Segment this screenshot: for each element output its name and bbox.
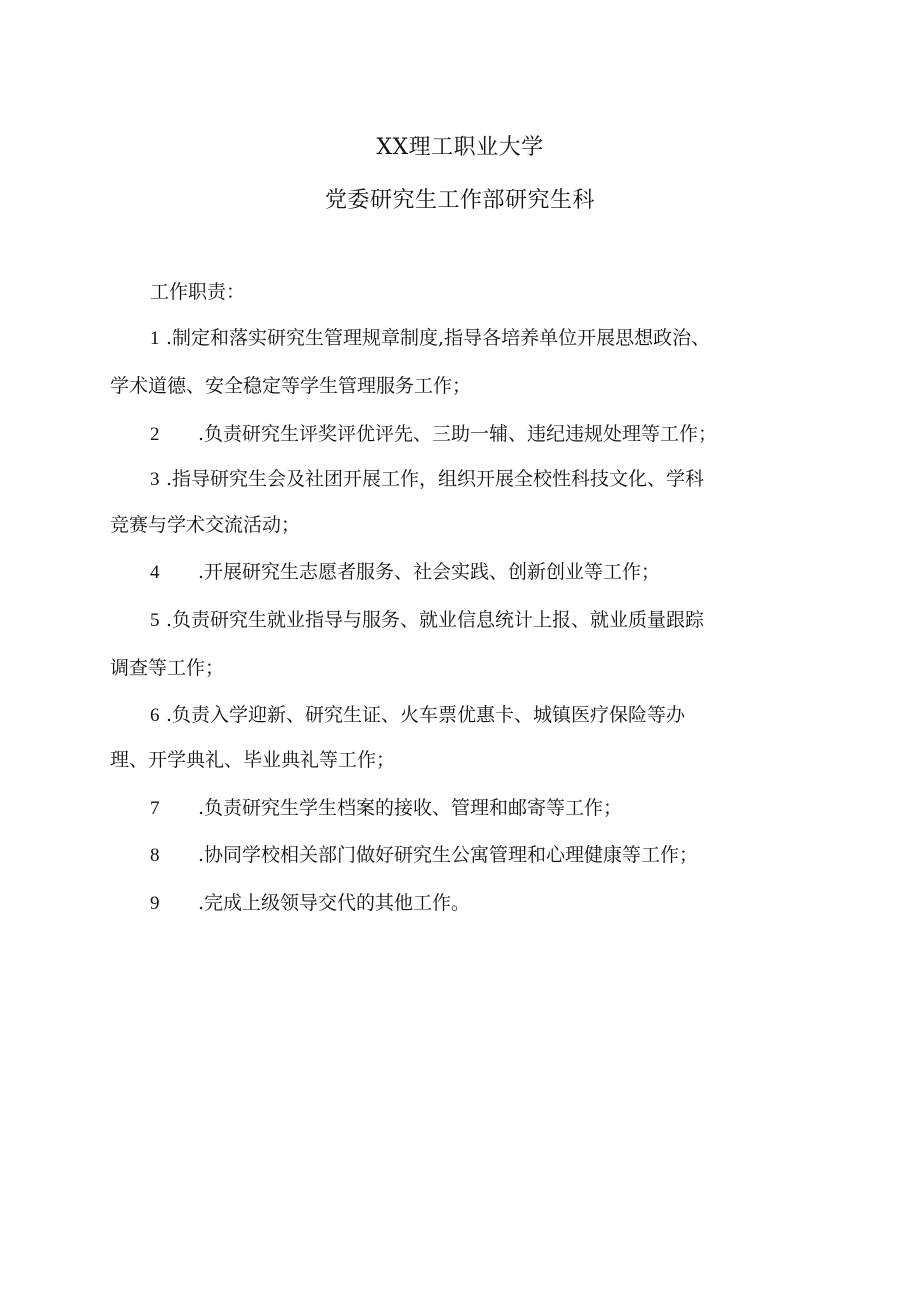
document-title-university: XX理工职业大学 [376, 135, 544, 160]
item-text: .负责研究生就业指导与服务、就业信息统计上报、就业质量跟踪 [166, 609, 705, 631]
list-item [150, 326, 710, 351]
item-text: .协同学校相关部门做好研究生公寓管理和心理健康等工作； [198, 844, 699, 866]
item-continuation: 理、开学典礼、毕业典礼等工作； [110, 749, 396, 771]
list-item [150, 560, 660, 585]
item-number: 3 [150, 469, 160, 490]
list-item [150, 703, 685, 728]
list-item [150, 843, 698, 868]
item-text: .负责研究生评奖评优评先、三助一辅、违纪违规处理等工作； [198, 423, 718, 445]
item-text: .完成上级领导交代的其他工作。 [198, 892, 471, 914]
item-text: .负责研究生学生档案的接收、管理和邮寄等工作； [198, 797, 623, 819]
item-text: .指导研究生会及社团开展工作，组织开展全校性科技文化、学科 [166, 468, 705, 490]
item-number: 2 [150, 424, 160, 445]
item-number: 4 [150, 562, 160, 583]
list-item [150, 422, 717, 447]
item-continuation: 学术道德、安全稳定等学生管理服务工作； [110, 375, 472, 397]
list-item [150, 891, 470, 916]
item-text: .负责入学迎新、研究生证、火车票优惠卡、城镇医疗保险等办 [166, 704, 686, 726]
item-continuation: 竞赛与学术交流活动； [110, 514, 301, 536]
item-text: .开展研究生志愿者服务、社会实践、创新创业等工作； [198, 561, 661, 583]
item-number: 8 [150, 845, 160, 866]
item-number: 1 [150, 328, 160, 349]
item-number: 5 [150, 610, 160, 631]
item-number: 9 [150, 893, 160, 914]
item-number: 7 [150, 798, 160, 819]
item-continuation: 调查等工作； [110, 657, 225, 679]
list-item [150, 467, 704, 492]
list-item [150, 796, 622, 821]
section-heading: 工作职责： [150, 281, 246, 303]
list-item [150, 608, 704, 633]
document-title-department: 党委研究生工作部研究生科 [324, 188, 595, 213]
item-number: 6 [150, 705, 160, 726]
item-text: .制定和落实研究生管理规章制度,指导各培养单位开展思想政治、 [166, 327, 711, 349]
